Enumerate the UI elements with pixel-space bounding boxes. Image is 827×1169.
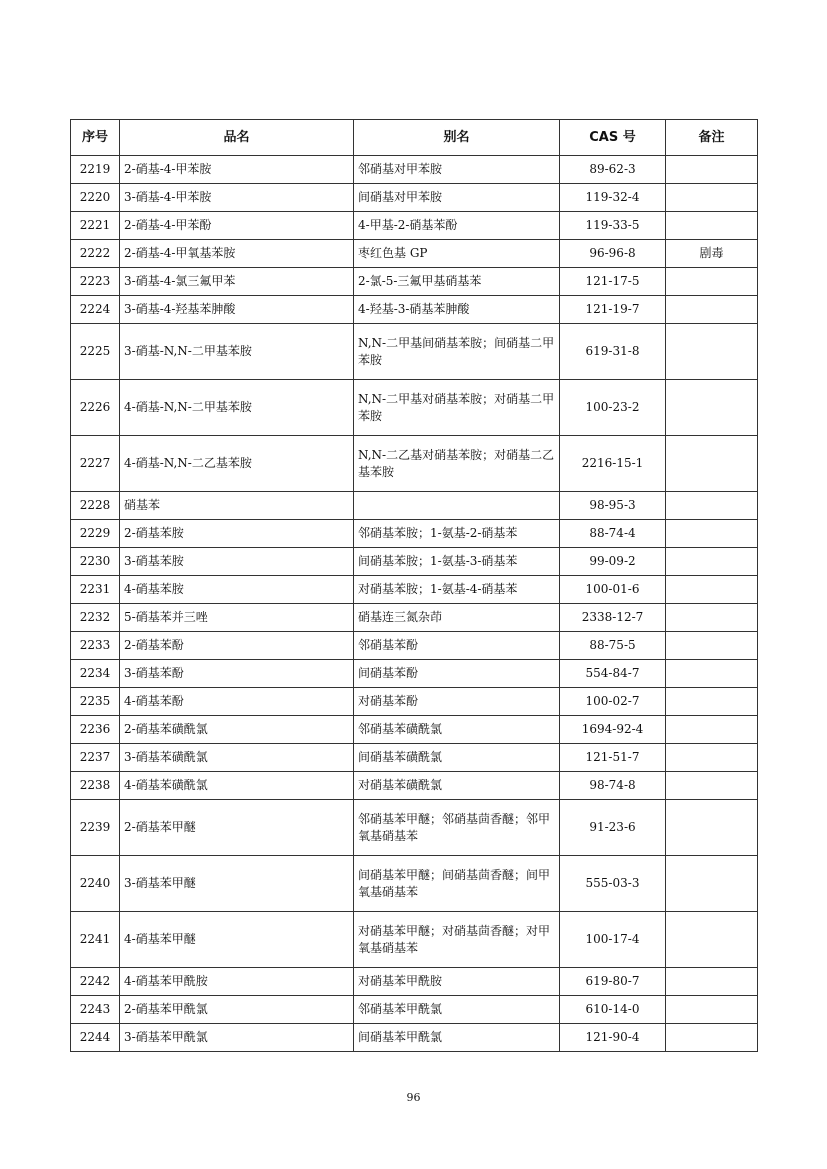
table-row [71, 576, 758, 604]
cell-name: 3-硝基苯酚 [120, 660, 354, 688]
cell-note [666, 968, 758, 996]
cell-note [666, 632, 758, 660]
table-row [71, 184, 758, 212]
cell-name: 2-硝基苯酚 [120, 632, 354, 660]
cell-alias: 邻硝基对甲苯胺 [354, 156, 560, 184]
cell-name: 4-硝基-N,N-二乙基苯胺 [120, 436, 354, 492]
cell-note [666, 716, 758, 744]
table-row [71, 1024, 758, 1052]
cell-alias: 2-氯-5-三氟甲基硝基苯 [354, 268, 560, 296]
cell-cas: 555-03-3 [560, 856, 666, 912]
cell-index: 2220 [71, 184, 120, 212]
cell-index: 2240 [71, 856, 120, 912]
cell-cas: 89-62-3 [560, 156, 666, 184]
cell-name: 4-硝基苯磺酰氯 [120, 772, 354, 800]
table-row [71, 380, 758, 436]
cell-note [666, 548, 758, 576]
cell-name: 3-硝基-4-甲苯胺 [120, 184, 354, 212]
cell-alias: 对硝基苯甲醚；对硝基茴香醚；对甲氧基硝基苯 [354, 912, 560, 968]
cell-index: 2226 [71, 380, 120, 436]
table-row [71, 772, 758, 800]
cell-name: 3-硝基苯磺酰氯 [120, 744, 354, 772]
cell-alias: 间硝基苯甲醚；间硝基茴香醚；间甲氧基硝基苯 [354, 856, 560, 912]
table-row [71, 660, 758, 688]
cell-note [666, 576, 758, 604]
cell-note [666, 184, 758, 212]
cell-alias: 对硝基苯磺酰氯 [354, 772, 560, 800]
cell-note [666, 380, 758, 436]
cell-alias: 硝基连三氮杂茚 [354, 604, 560, 632]
cell-cas: 2338-12-7 [560, 604, 666, 632]
cell-index: 2241 [71, 912, 120, 968]
cell-index: 2222 [71, 240, 120, 268]
cell-index: 2229 [71, 520, 120, 548]
cell-alias: 对硝基苯酚 [354, 688, 560, 716]
cell-index: 2225 [71, 324, 120, 380]
cell-note [666, 688, 758, 716]
cell-name: 5-硝基苯并三唑 [120, 604, 354, 632]
cell-cas: 99-09-2 [560, 548, 666, 576]
table-row [71, 520, 758, 548]
cell-index: 2224 [71, 296, 120, 324]
cell-index: 2238 [71, 772, 120, 800]
cell-name: 4-硝基苯甲醚 [120, 912, 354, 968]
cell-alias: 4-羟基-3-硝基苯胂酸 [354, 296, 560, 324]
cell-cas: 100-01-6 [560, 576, 666, 604]
cell-note: 剧毒 [666, 240, 758, 268]
table-header [71, 120, 758, 156]
cell-note [666, 772, 758, 800]
cell-cas: 98-95-3 [560, 492, 666, 520]
cell-note [666, 212, 758, 240]
cell-name: 2-硝基-4-甲氧基苯胺 [120, 240, 354, 268]
cell-name: 3-硝基-N,N-二甲基苯胺 [120, 324, 354, 380]
cell-alias: N,N-二甲基对硝基苯胺；对硝基二甲苯胺 [354, 380, 560, 436]
cell-note [666, 324, 758, 380]
header-index: 序号 [71, 120, 120, 156]
cell-index: 2228 [71, 492, 120, 520]
cell-name: 2-硝基苯胺 [120, 520, 354, 548]
cell-index: 2231 [71, 576, 120, 604]
table-row [71, 632, 758, 660]
cell-cas: 88-75-5 [560, 632, 666, 660]
cell-cas: 121-19-7 [560, 296, 666, 324]
header-row [71, 120, 758, 156]
cell-alias: 间硝基苯磺酰氯 [354, 744, 560, 772]
cell-name: 4-硝基苯胺 [120, 576, 354, 604]
cell-cas: 91-23-6 [560, 800, 666, 856]
cell-index: 2237 [71, 744, 120, 772]
cell-alias: 对硝基苯甲酰胺 [354, 968, 560, 996]
cell-note [666, 520, 758, 548]
cell-cas: 96-96-8 [560, 240, 666, 268]
chemical-list-sheet [70, 119, 757, 1052]
cell-name: 2-硝基-4-甲苯胺 [120, 156, 354, 184]
cell-index: 2223 [71, 268, 120, 296]
page-number: 96 [406, 1091, 421, 1104]
cell-name: 硝基苯 [120, 492, 354, 520]
cell-alias: 对硝基苯胺；1-氨基-4-硝基苯 [354, 576, 560, 604]
table-row [71, 856, 758, 912]
cell-index: 2244 [71, 1024, 120, 1052]
cell-name: 3-硝基-4-羟基苯胂酸 [120, 296, 354, 324]
cell-index: 2233 [71, 632, 120, 660]
cell-index: 2235 [71, 688, 120, 716]
cell-note [666, 800, 758, 856]
cell-alias: 间硝基苯胺；1-氨基-3-硝基苯 [354, 548, 560, 576]
cell-note [666, 912, 758, 968]
cell-alias: N,N-二乙基对硝基苯胺；对硝基二乙基苯胺 [354, 436, 560, 492]
table-row [71, 240, 758, 268]
cell-index: 2239 [71, 800, 120, 856]
cell-index: 2242 [71, 968, 120, 996]
cell-cas: 100-02-7 [560, 688, 666, 716]
cell-cas: 100-23-2 [560, 380, 666, 436]
cell-name: 4-硝基苯甲酰胺 [120, 968, 354, 996]
cell-index: 2221 [71, 212, 120, 240]
cell-alias: 邻硝基苯甲醚；邻硝基茴香醚；邻甲氧基硝基苯 [354, 800, 560, 856]
table-row [71, 548, 758, 576]
table-row [71, 296, 758, 324]
cell-name: 4-硝基-N,N-二甲基苯胺 [120, 380, 354, 436]
cell-name: 3-硝基-4-氯三氟甲苯 [120, 268, 354, 296]
table-row [71, 800, 758, 856]
cell-note [666, 156, 758, 184]
cell-index: 2234 [71, 660, 120, 688]
cell-name: 2-硝基-4-甲苯酚 [120, 212, 354, 240]
cell-alias: N,N-二甲基间硝基苯胺；间硝基二甲苯胺 [354, 324, 560, 380]
table-row [71, 744, 758, 772]
cell-name: 3-硝基苯甲醚 [120, 856, 354, 912]
cell-alias: 邻硝基苯胺；1-氨基-2-硝基苯 [354, 520, 560, 548]
table-row [71, 996, 758, 1024]
cell-alias: 邻硝基苯磺酰氯 [354, 716, 560, 744]
cell-note [666, 604, 758, 632]
cell-alias: 间硝基苯甲酰氯 [354, 1024, 560, 1052]
cell-note [666, 436, 758, 492]
cell-index: 2227 [71, 436, 120, 492]
cell-name: 3-硝基苯胺 [120, 548, 354, 576]
cell-index: 2236 [71, 716, 120, 744]
table-row [71, 968, 758, 996]
table-body [71, 156, 758, 1052]
cell-cas: 554-84-7 [560, 660, 666, 688]
cell-alias [354, 492, 560, 520]
header-note: 备注 [666, 120, 758, 156]
cell-cas: 121-90-4 [560, 1024, 666, 1052]
table-row [71, 212, 758, 240]
header-alias: 别名 [354, 120, 560, 156]
cell-cas: 98-74-8 [560, 772, 666, 800]
table-row [71, 156, 758, 184]
cell-note [666, 492, 758, 520]
header-name: 品名 [120, 120, 354, 156]
cell-index: 2219 [71, 156, 120, 184]
cell-name: 2-硝基苯磺酰氯 [120, 716, 354, 744]
cell-alias: 邻硝基苯酚 [354, 632, 560, 660]
cell-alias: 枣红色基 GP [354, 240, 560, 268]
cell-note [666, 268, 758, 296]
cell-alias: 4-甲基-2-硝基苯酚 [354, 212, 560, 240]
cell-note [666, 1024, 758, 1052]
cell-index: 2243 [71, 996, 120, 1024]
cell-cas: 119-32-4 [560, 184, 666, 212]
cell-note [666, 660, 758, 688]
table-row [71, 688, 758, 716]
table-row [71, 492, 758, 520]
cell-name: 3-硝基苯甲酰氯 [120, 1024, 354, 1052]
table-row [71, 268, 758, 296]
table-row [71, 912, 758, 968]
cell-alias: 间硝基对甲苯胺 [354, 184, 560, 212]
cell-cas: 121-17-5 [560, 268, 666, 296]
cell-alias: 间硝基苯酚 [354, 660, 560, 688]
cell-cas: 610-14-0 [560, 996, 666, 1024]
table-row [71, 716, 758, 744]
cell-cas: 121-51-7 [560, 744, 666, 772]
table-row [71, 604, 758, 632]
cell-cas: 2216-15-1 [560, 436, 666, 492]
table-row [71, 324, 758, 380]
cell-name: 4-硝基苯酚 [120, 688, 354, 716]
table-row [71, 436, 758, 492]
cell-cas: 100-17-4 [560, 912, 666, 968]
cell-name: 2-硝基苯甲醚 [120, 800, 354, 856]
cell-note [666, 996, 758, 1024]
cell-cas: 619-31-8 [560, 324, 666, 380]
cell-alias: 邻硝基苯甲酰氯 [354, 996, 560, 1024]
cell-name: 2-硝基苯甲酰氯 [120, 996, 354, 1024]
cell-index: 2232 [71, 604, 120, 632]
cell-cas: 619-80-7 [560, 968, 666, 996]
cell-cas: 119-33-5 [560, 212, 666, 240]
cell-note [666, 856, 758, 912]
cell-cas: 88-74-4 [560, 520, 666, 548]
cell-note [666, 296, 758, 324]
cell-note [666, 744, 758, 772]
cell-cas: 1694-92-4 [560, 716, 666, 744]
chemical-table [70, 119, 758, 1052]
header-cas: CAS 号 [560, 120, 666, 156]
cell-index: 2230 [71, 548, 120, 576]
